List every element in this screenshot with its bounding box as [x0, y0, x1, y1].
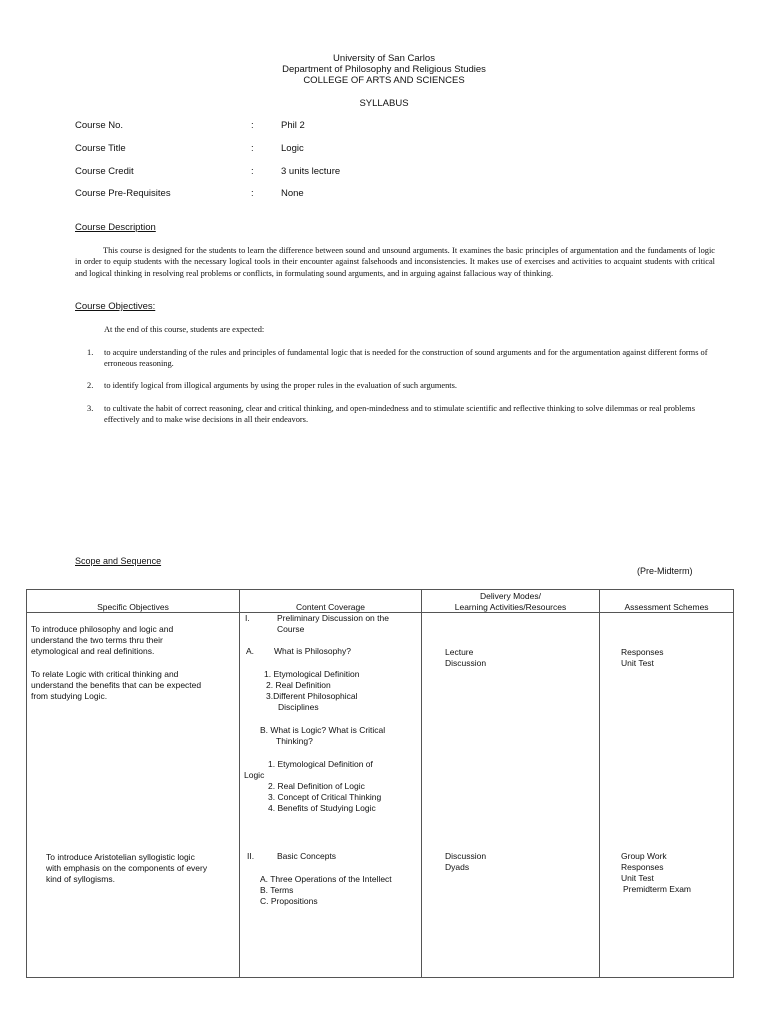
content-line: 3.Different Philosophical	[266, 691, 358, 701]
department-name: Department of Philosophy and Religious Studies	[282, 64, 486, 75]
info-value: Logic	[281, 143, 304, 154]
section-number: I.	[245, 613, 250, 623]
course-title-row	[75, 143, 675, 155]
assessment-cell	[600, 613, 734, 978]
info-colon: :	[251, 143, 254, 154]
objectives-intro-text: At the end of this course, students are expected:	[104, 325, 265, 334]
course-description-heading: Course Description	[75, 222, 156, 233]
content-line: Disciplines	[278, 702, 319, 712]
content-line: 2. Real Definition of Logic	[268, 781, 365, 791]
table-header-row	[27, 590, 734, 613]
column-header-assessment: Assessment Schemes	[600, 590, 734, 613]
course-objectives-heading: Course Objectives:	[75, 301, 156, 312]
objective-text: to cultivate the habit of correct reasoning, clear and critical thinking, and open-mindedness and to stimulate scientific and reflective thinking to solve dilemmas or real problems effectively and to make wise decisions in all their endeavors.	[104, 404, 695, 424]
assessment-item: Unit Test	[621, 873, 654, 883]
objective-line: understand the benefits that can be expected	[31, 680, 202, 690]
info-value: 3 units lecture	[281, 166, 341, 177]
objective-line: To introduce Aristotelian syllogistic logic	[46, 852, 195, 862]
delivery-mode: Lecture	[445, 647, 474, 657]
content-line: 4. Benefits of Studying Logic	[268, 803, 376, 813]
content-line: Logic	[244, 770, 265, 780]
content-line: 3. Concept of Critical Thinking	[268, 792, 382, 802]
section-number: II.	[247, 851, 255, 861]
delivery-mode: Discussion	[445, 658, 487, 668]
assessment-item: Group Work	[621, 851, 667, 861]
info-value: Phil 2	[281, 120, 305, 131]
assessment-item: Responses	[621, 862, 664, 872]
content-line: Thinking?	[276, 736, 313, 746]
column-header-content: Content Coverage	[240, 590, 422, 613]
objective-number: 2.	[87, 381, 94, 390]
content-line: 2. Real Definition	[266, 680, 331, 690]
content-line: Basic Concepts	[277, 851, 337, 861]
assessment-item: Unit Test	[621, 658, 654, 668]
objective-line: To introduce philosophy and logic and	[31, 624, 174, 634]
scope-sequence-heading: Scope and Sequence	[75, 556, 162, 566]
objective-line: understand the two terms thru their	[31, 635, 163, 645]
content-cell	[240, 613, 422, 978]
assessment-item: Premidterm Exam	[623, 884, 692, 894]
delivery-mode: Discussion	[445, 851, 487, 861]
content-line: Preliminary Discussion on the	[277, 613, 389, 623]
objective-line: etymological and real definitions.	[31, 646, 155, 656]
university-name: University of San Carlos	[333, 53, 435, 64]
objective-text: to identify logical from illogical arguments by using the proper rules in the evaluation of such arguments.	[104, 381, 457, 390]
period-label: (Pre-Midterm)	[637, 566, 693, 576]
content-line: 1. Etymological Definition of	[268, 759, 373, 769]
objective-line: kind of syllogisms.	[46, 874, 115, 884]
info-label: Course Title	[75, 143, 126, 154]
content-line: B. What is Logic? What is Critical	[260, 725, 386, 735]
content-line: What is Philosophy?	[274, 646, 352, 656]
course-prerequisites-row	[75, 188, 675, 200]
assessment-item: Responses	[621, 647, 664, 657]
info-colon: :	[251, 188, 254, 199]
objective-line: from studying Logic.	[31, 691, 108, 701]
delivery-mode: Dyads	[445, 862, 470, 872]
course-no-row	[75, 120, 675, 132]
column-header-delivery: Delivery Modes/ Learning Activities/Resources	[422, 590, 600, 613]
course-credit-row	[75, 166, 675, 178]
info-label: Course Credit	[75, 166, 134, 177]
objective-number: 1.	[87, 348, 94, 357]
column-header-objectives: Specific Objectives	[27, 590, 240, 613]
info-colon: :	[251, 166, 254, 177]
content-line: A. Three Operations of the Intellect	[260, 874, 392, 884]
content-line: Course	[277, 624, 305, 634]
course-description-text	[75, 245, 715, 279]
info-value: None	[281, 188, 304, 199]
section-letter: A.	[246, 646, 255, 656]
document-title: SYLLABUS	[359, 98, 409, 109]
content-line: B. Terms	[260, 885, 294, 895]
objective-text: to acquire understanding of the rules and principles of fundamental logic that is needed for the construction of sound arguments and for the argumentation against different forms of erroneous reasoning.	[104, 348, 708, 368]
info-label: Course No.	[75, 120, 124, 131]
info-colon: :	[251, 120, 254, 131]
info-label: Course Pre-Requisites	[75, 188, 171, 199]
description-body: This course is designed for the students to learn the difference between sound and unsound arguments. It examines the basic principles of argumentation and the fundaments of logic in order to equip students with the necessary logical tools in their encounter against falsehoods and inconsistencies. It makes use of exercises and activities to acquaint students with critical and logical thinking in resolving real problems or conflicts, in formulating sound arguments, and in arguing against fallacious way of thinking.	[75, 246, 715, 278]
content-line: C. Propositions	[260, 896, 318, 906]
objective-line: To relate Logic with critical thinking and	[31, 669, 179, 679]
delivery-cell	[422, 613, 600, 978]
objective-line: with emphasis on the components of every	[46, 863, 208, 873]
objectives-cell	[27, 613, 240, 978]
scope-sequence-table	[26, 589, 734, 978]
objective-number: 3.	[87, 404, 94, 413]
college-name: COLLEGE OF ARTS AND SCIENCES	[303, 75, 465, 86]
content-line: 1. Etymological Definition	[264, 669, 360, 679]
table-row	[27, 613, 734, 978]
